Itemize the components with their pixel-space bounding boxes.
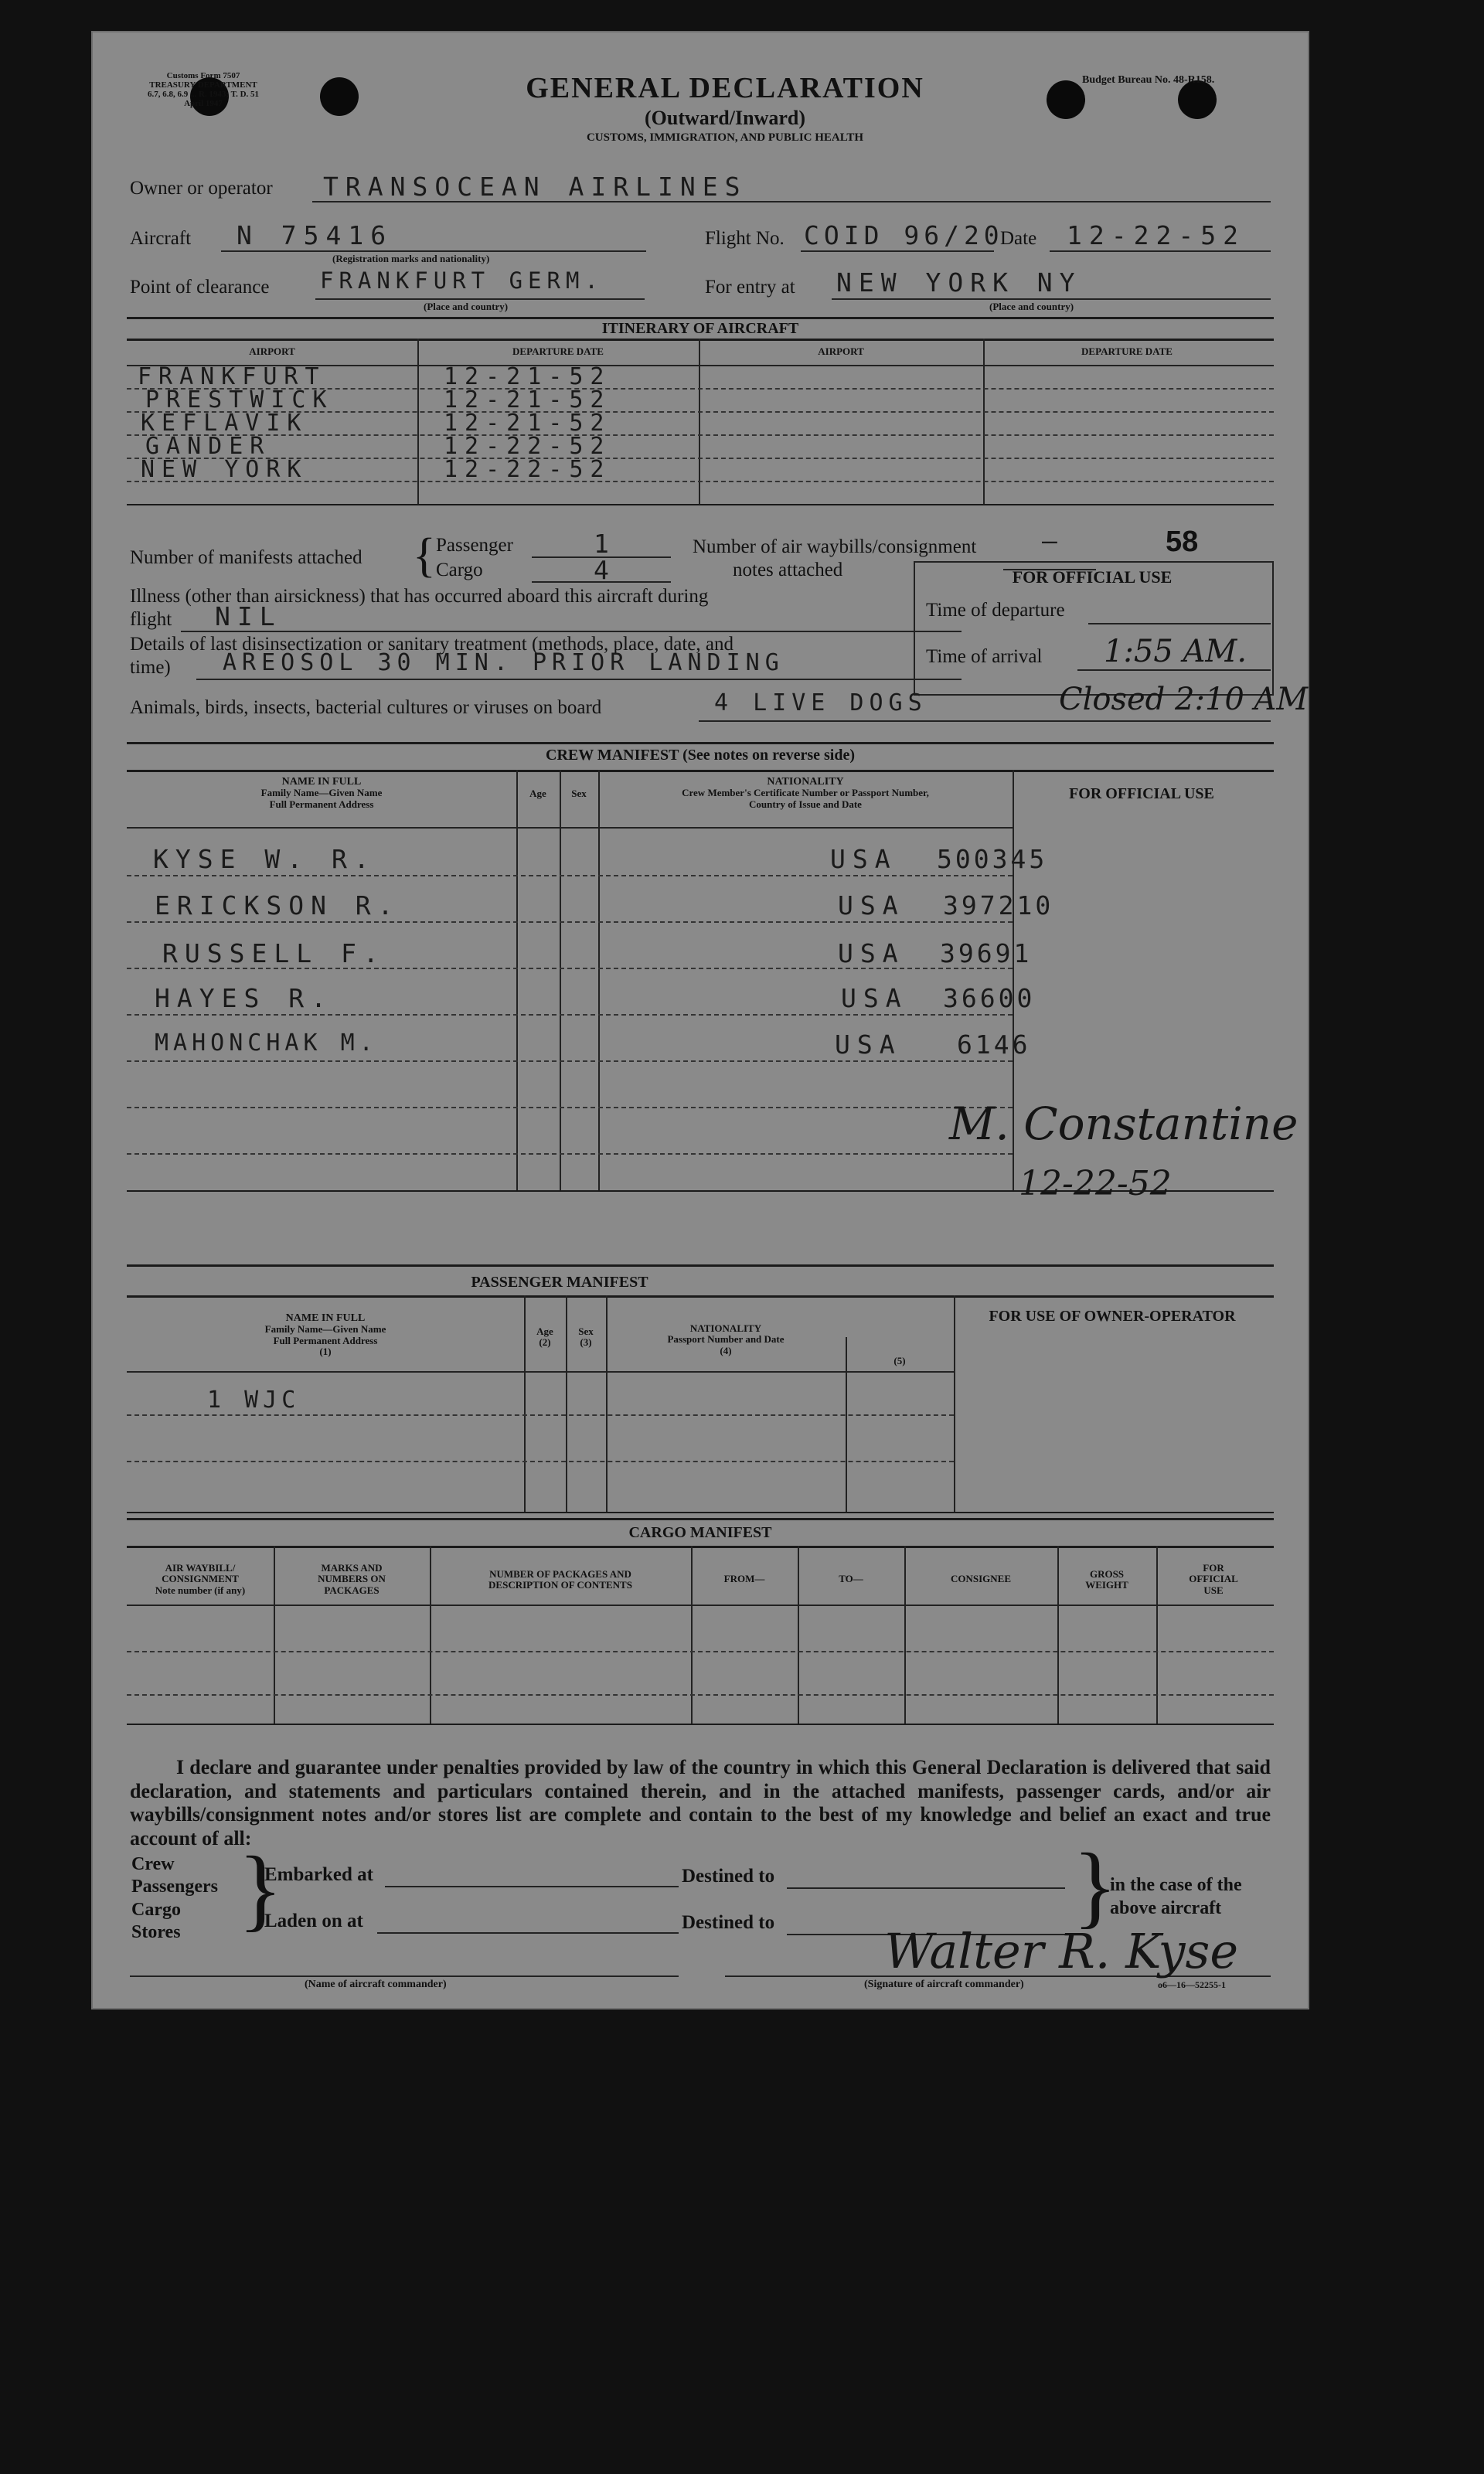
departure-time-line	[1088, 623, 1271, 624]
cargo-row-line	[127, 1694, 1274, 1696]
flight-label: Flight No.	[705, 228, 785, 249]
crew-header-name	[127, 776, 516, 810]
cargo-header-to: TO—	[839, 1573, 863, 1584]
passenger-label: Passenger	[436, 535, 513, 556]
crew-nationality: USA	[835, 1029, 902, 1060]
declaration-form	[91, 31, 1309, 2009]
flight-value: COID 96/20	[804, 220, 1004, 250]
animals-label: Animals, birds, insects, bacterial cultures or viruses on board	[130, 697, 602, 718]
form-number	[130, 71, 277, 108]
passenger-row-line	[127, 1461, 954, 1462]
entry-label: For entry at	[705, 277, 795, 298]
declaration-list-item: Crew	[131, 1854, 175, 1874]
crew-name: RUSSELL F.	[162, 938, 386, 968]
crew-title: CREW MANIFEST (See notes on reverse side)	[546, 747, 855, 764]
form-subtitle-2: CUSTOMS, IMMIGRATION, AND PUBLIC HEALTH	[586, 131, 864, 144]
crew-number: 500345	[937, 844, 1048, 874]
crew-row-line	[127, 1107, 1013, 1108]
itinerary-airport: PRESTWICK	[145, 386, 334, 413]
date-label: Date	[1000, 228, 1037, 249]
itinerary-header-airport: AIRPORT	[818, 345, 864, 357]
declaration-list-item: Passengers	[131, 1877, 218, 1897]
passenger-header-name-sub: Family Name—Given Name Full Permanent Address (1)	[264, 1323, 386, 1357]
crew-nationality: USA	[830, 844, 897, 874]
crew-divider	[598, 770, 600, 1192]
itinerary-airport: NEW YORK	[141, 456, 308, 483]
punch-hole	[1178, 80, 1217, 119]
crew-name: ERICKSON R.	[155, 890, 400, 921]
crew-nationality: USA	[838, 890, 905, 921]
crew-nationality: USA	[841, 983, 908, 1013]
commander-name-label: (Name of aircraft commander)	[305, 1979, 447, 1990]
laden-line	[377, 1932, 679, 1934]
disinsection-value: AREOSOL 30 MIN. PRIOR LANDING	[223, 649, 785, 676]
crew-header-sex: Sex	[571, 788, 587, 799]
form-line: April 1947	[184, 99, 223, 109]
arrival-time-line	[1077, 669, 1271, 671]
entry-line	[832, 298, 1271, 300]
illness-value: NIL	[215, 601, 282, 631]
owner-value: TRANSOCEAN AIRLINES	[323, 172, 747, 202]
entry-value: NEW YORK NY	[836, 267, 1082, 298]
animals-value: 4 LIVE DOGS	[714, 689, 928, 716]
cargo-divider	[904, 1546, 906, 1724]
itinerary-rule	[127, 317, 1274, 319]
itinerary-date: 12-22-52	[444, 456, 611, 483]
passenger-header-sex: Sex (3)	[578, 1325, 594, 1349]
aircraft-note: (Registration marks and nationality)	[332, 253, 490, 264]
departure-time-label: Time of departure	[926, 600, 1065, 621]
passenger-header-col5: (5)	[893, 1355, 906, 1366]
destined-label: Destined to	[682, 1866, 775, 1887]
cargo-divider	[691, 1546, 693, 1724]
declaration-brace: }	[238, 1837, 283, 1940]
punch-hole	[1047, 80, 1085, 119]
crew-header-name-sub: Family Name—Given Name Full Permanent Address	[260, 787, 383, 810]
passenger-rule	[127, 1264, 1274, 1267]
crew-header-official: FOR OFFICIAL USE	[1069, 785, 1214, 802]
crew-row-line	[127, 1014, 1013, 1016]
itinerary-date: 12-21-52	[444, 363, 611, 390]
cargo-value: 4	[594, 555, 616, 585]
destined-label: Destined to	[682, 1912, 775, 1933]
cargo-label: Cargo	[436, 560, 483, 580]
aircraft-line	[221, 250, 646, 252]
cargo-rule	[127, 1518, 1274, 1520]
clearance-note: (Place and country)	[424, 301, 509, 312]
itinerary-date: 12-21-52	[444, 410, 611, 437]
crew-header-nat-title: NATIONALITY	[767, 776, 844, 788]
cargo-row-line	[127, 1651, 1274, 1652]
print-code: o6—16—52255-1	[1158, 1979, 1226, 1990]
case-text: in the case of the above aircraft	[1110, 1875, 1242, 1918]
form-subtitle: (Outward/Inward)	[644, 107, 805, 129]
crew-name: HAYES R.	[155, 983, 333, 1013]
commander-signature-label: (Signature of aircraft commander)	[864, 1979, 1024, 1990]
cargo-header-weight: GROSS WEIGHT	[1085, 1568, 1128, 1591]
passenger-header-age: Age (2)	[536, 1325, 553, 1349]
closed-note: Closed 2:10 AM	[1059, 682, 1309, 717]
cargo-header-official: FOR OFFICIAL USE	[1189, 1562, 1238, 1596]
cargo-rule	[127, 1546, 1274, 1548]
budget-number: Budget Bureau No. 48-R158.	[1082, 74, 1215, 86]
passenger-entry: 1 WJC	[207, 1387, 301, 1414]
page-stamp: 58	[1166, 526, 1199, 558]
itinerary-header-date: DEPARTURE DATE	[512, 345, 604, 357]
crew-header-age: Age	[529, 788, 546, 799]
crew-divider	[516, 770, 518, 1192]
crew-name: KYSE W. R.	[153, 844, 376, 874]
itinerary-bottom-rule	[127, 504, 1274, 505]
arrival-time-label: Time of arrival	[926, 646, 1043, 667]
crew-row-line	[127, 1153, 1013, 1155]
crew-row-line	[127, 875, 1013, 876]
arrival-time-value: 1:55 AM.	[1104, 634, 1247, 669]
passenger-row-line	[127, 1414, 954, 1416]
cargo-bottom-rule	[127, 1724, 1274, 1725]
passenger-title: PASSENGER MANIFEST	[471, 1274, 648, 1291]
laden-label: Laden on at	[264, 1911, 363, 1931]
crew-header-line	[127, 827, 1013, 829]
crew-row-line	[127, 1060, 1013, 1062]
passenger-bottom-rule	[127, 1512, 1274, 1513]
form-title: GENERAL DECLARATION	[526, 72, 924, 104]
crew-number: 6146	[957, 1029, 1031, 1060]
official-use-title: FOR OFFICIAL USE	[1012, 567, 1173, 587]
crew-header-nat	[598, 776, 1013, 810]
crew-name: MAHONCHAK M.	[155, 1029, 378, 1057]
flight-line	[801, 250, 994, 252]
clearance-label: Point of clearance	[130, 277, 270, 298]
itinerary-rule	[127, 339, 1274, 341]
form-line: 6.7, 6.8, 6.9 ... R. 1943; T. D. 51	[147, 90, 260, 100]
date-line	[1050, 250, 1271, 252]
disinsection-line	[196, 679, 962, 680]
commander-name-line	[130, 1975, 679, 1977]
cargo-divider	[798, 1546, 799, 1724]
crew-number: 397210	[943, 890, 1054, 921]
destined-line	[787, 1887, 1065, 1889]
passenger-header-line	[127, 1371, 954, 1373]
itinerary-header-date: DEPARTURE DATE	[1081, 345, 1173, 357]
passenger-header-name-title: NAME IN FULL	[285, 1312, 366, 1324]
itinerary-airport: GANDER	[145, 433, 271, 460]
crew-official-date: 12-22-52	[1019, 1164, 1172, 1203]
declaration-list-item: Stores	[131, 1921, 181, 1942]
commander-signature: Walter R. Kyse	[884, 1923, 1239, 1979]
illness-label: Illness (other than airsickness) that has occurred aboard this aircraft during	[130, 586, 709, 607]
waybill-value: —	[1042, 526, 1064, 556]
declaration-text: I declare and guarantee under penalties provided by law of the country in which this General Declaration is delivered that said declaration, and statements and particulars contained therein, and in the attached manifests, passenger cards, and/or air waybills/consignment notes and/or stores list are complete and contain to the best of my knowledge and belief an exact and true account of all:	[130, 1756, 1271, 1850]
cargo-header-consignee: CONSIGNEE	[950, 1573, 1012, 1584]
manifests-label: Number of manifests attached	[130, 547, 362, 568]
crew-official-signature: M. Constantine	[949, 1097, 1298, 1150]
form-line: Customs Form 7507	[166, 71, 240, 80]
passenger-header-owner: FOR USE OF OWNER-OPERATOR	[989, 1308, 1236, 1325]
manifests-brace: {	[413, 529, 436, 582]
cargo-title: CARGO MANIFEST	[628, 1524, 772, 1541]
itinerary-airport: KEFLAVIK	[141, 410, 308, 437]
disinsection-label: Details of last disinsectization or sanitary treatment (methods, place, date, and	[130, 634, 733, 655]
crew-divider	[560, 770, 561, 1192]
passenger-value: 1	[594, 529, 616, 559]
itinerary-airport: FRANKFURT	[138, 363, 326, 390]
cargo-header-waybill: AIR WAYBILL/ CONSIGNMENT Note number (if any)	[155, 1562, 246, 1596]
embarked-label: Embarked at	[264, 1864, 373, 1885]
illness-line	[181, 631, 962, 632]
itinerary-title: ITINERARY OF AIRCRAFT	[601, 320, 799, 337]
crew-number: 36600	[943, 983, 1036, 1013]
owner-label: Owner or operator	[130, 178, 273, 199]
aircraft-label: Aircraft	[130, 228, 192, 249]
itinerary-date: 12-22-52	[444, 433, 611, 460]
crew-header-nat-sub: Crew Member's Certificate Number or Passport Number, Country of Issue and Date	[682, 787, 929, 810]
embarked-line	[385, 1886, 679, 1887]
illness-label-2: flight	[130, 609, 172, 630]
passenger-rule	[127, 1295, 1274, 1298]
crew-number: 39691	[940, 938, 1033, 968]
form-line: TREASURY DEPARTMENT	[149, 80, 257, 90]
animals-line	[699, 720, 1271, 722]
clearance-line	[315, 298, 645, 300]
cargo-header-from: FROM—	[723, 1573, 765, 1584]
crew-nationality: USA	[838, 938, 905, 968]
cargo-header-line	[127, 1605, 1274, 1606]
punch-hole	[320, 77, 359, 116]
case-brace: }	[1073, 1834, 1118, 1937]
passenger-header-name	[127, 1312, 524, 1357]
clearance-value: FRANKFURT GERM.	[320, 267, 604, 294]
itinerary-header-airport: AIRPORT	[249, 345, 295, 357]
waybill-label-2: notes attached	[733, 560, 843, 580]
disinsection-label-2: time)	[130, 657, 171, 678]
declaration-list	[131, 1853, 218, 1944]
passenger-divider	[954, 1295, 955, 1513]
crew-rule	[127, 742, 1274, 744]
crew-header-name-title: NAME IN FULL	[281, 776, 362, 788]
declaration-list-item: Cargo	[131, 1899, 181, 1920]
crew-row-line	[127, 921, 1013, 923]
passenger-header-nat: NATIONALITY Passport Number and Date (4)	[667, 1322, 785, 1356]
waybill-label: Number of air waybills/consignment	[693, 536, 977, 557]
itinerary-date: 12-21-52	[444, 386, 611, 413]
cargo-header-marks: MARKS AND NUMBERS ON PACKAGES	[318, 1562, 386, 1596]
date-value: 12-22-52	[1067, 220, 1245, 250]
aircraft-value: N 75416	[237, 220, 393, 250]
crew-rule	[127, 770, 1274, 772]
cargo-header-packages: NUMBER OF PACKAGES AND DESCRIPTION OF CONTENTS	[488, 1568, 632, 1591]
entry-note: (Place and country)	[989, 301, 1074, 312]
